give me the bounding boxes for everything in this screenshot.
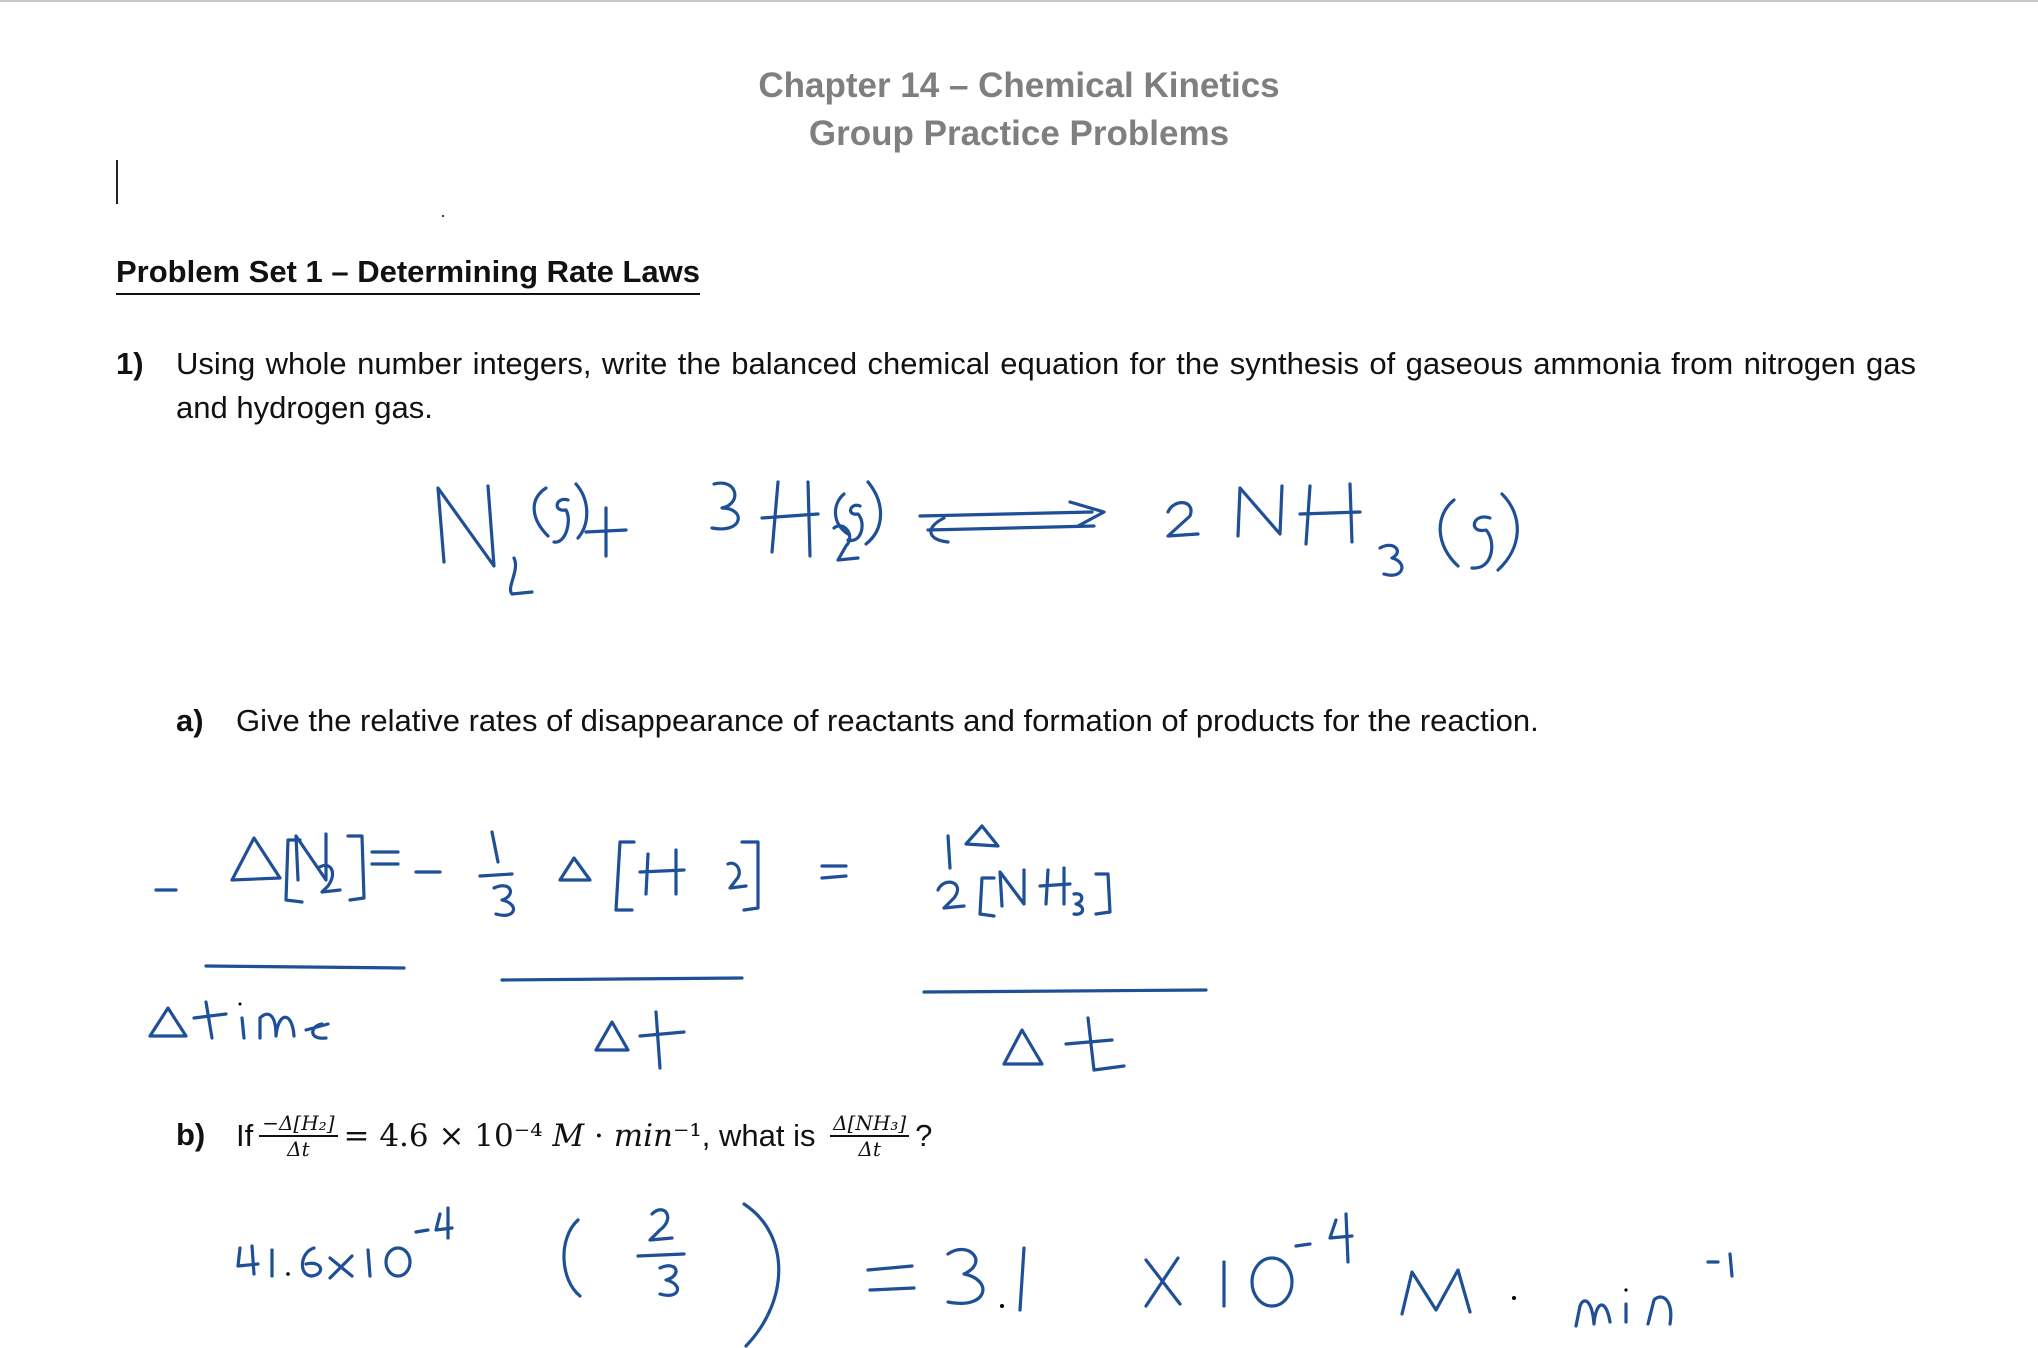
question-1-number: 1) xyxy=(116,346,144,381)
question-b-if: If xyxy=(236,1118,254,1153)
question-b-qmark: ? xyxy=(915,1118,933,1153)
fraction-rate-nh3 xyxy=(830,1111,909,1161)
fraction-rate-nh3-numerator: Δ[NH₃] xyxy=(830,1111,909,1137)
fraction-rate-h2-denominator: Δt xyxy=(287,1137,310,1161)
question-a-text: Give the relative rates of disappearance of reactants and formation of products for the reaction. xyxy=(236,703,1539,738)
chapter-subtitle: Group Practice Problems xyxy=(808,114,1230,153)
rate-value xyxy=(344,1118,702,1154)
fraction-rate-h2-numerator: −Δ[H₂] xyxy=(259,1111,337,1137)
fraction-rate-nh3-denominator: Δt xyxy=(858,1137,881,1161)
stray-dot xyxy=(442,215,444,217)
question-1-text: Using whole number integers, write the balanced chemical equation for the synthesis of gaseous ammonia from nitrogen gas and hydrogen gas. xyxy=(176,346,1916,425)
rate-unit-molar: M xyxy=(552,1118,585,1154)
handwritten-rates xyxy=(150,826,1206,1070)
text-cursor xyxy=(116,160,118,204)
rate-unit-min: min xyxy=(613,1118,673,1154)
document-header xyxy=(0,62,2038,158)
question-b-text xyxy=(236,1096,932,1176)
chapter-title: Chapter 14 – Chemical Kinetics xyxy=(758,66,1280,105)
question-a-label: a) xyxy=(176,703,204,738)
rate-value-number: = 4.6 × 10⁻⁴ xyxy=(343,1118,553,1154)
question-b-middle: , what is xyxy=(701,1118,825,1153)
fraction-rate-h2 xyxy=(259,1111,337,1161)
handwritten-equation xyxy=(438,482,1517,594)
rate-unit-dot: · xyxy=(584,1118,614,1154)
question-b-label: b) xyxy=(176,1117,206,1152)
page-top-border xyxy=(0,0,2038,2)
rate-unit-exponent: ⁻¹ xyxy=(673,1118,702,1154)
handwritten-answer xyxy=(238,1204,1732,1346)
section-title: Problem Set 1 – Determining Rate Laws xyxy=(116,252,700,295)
